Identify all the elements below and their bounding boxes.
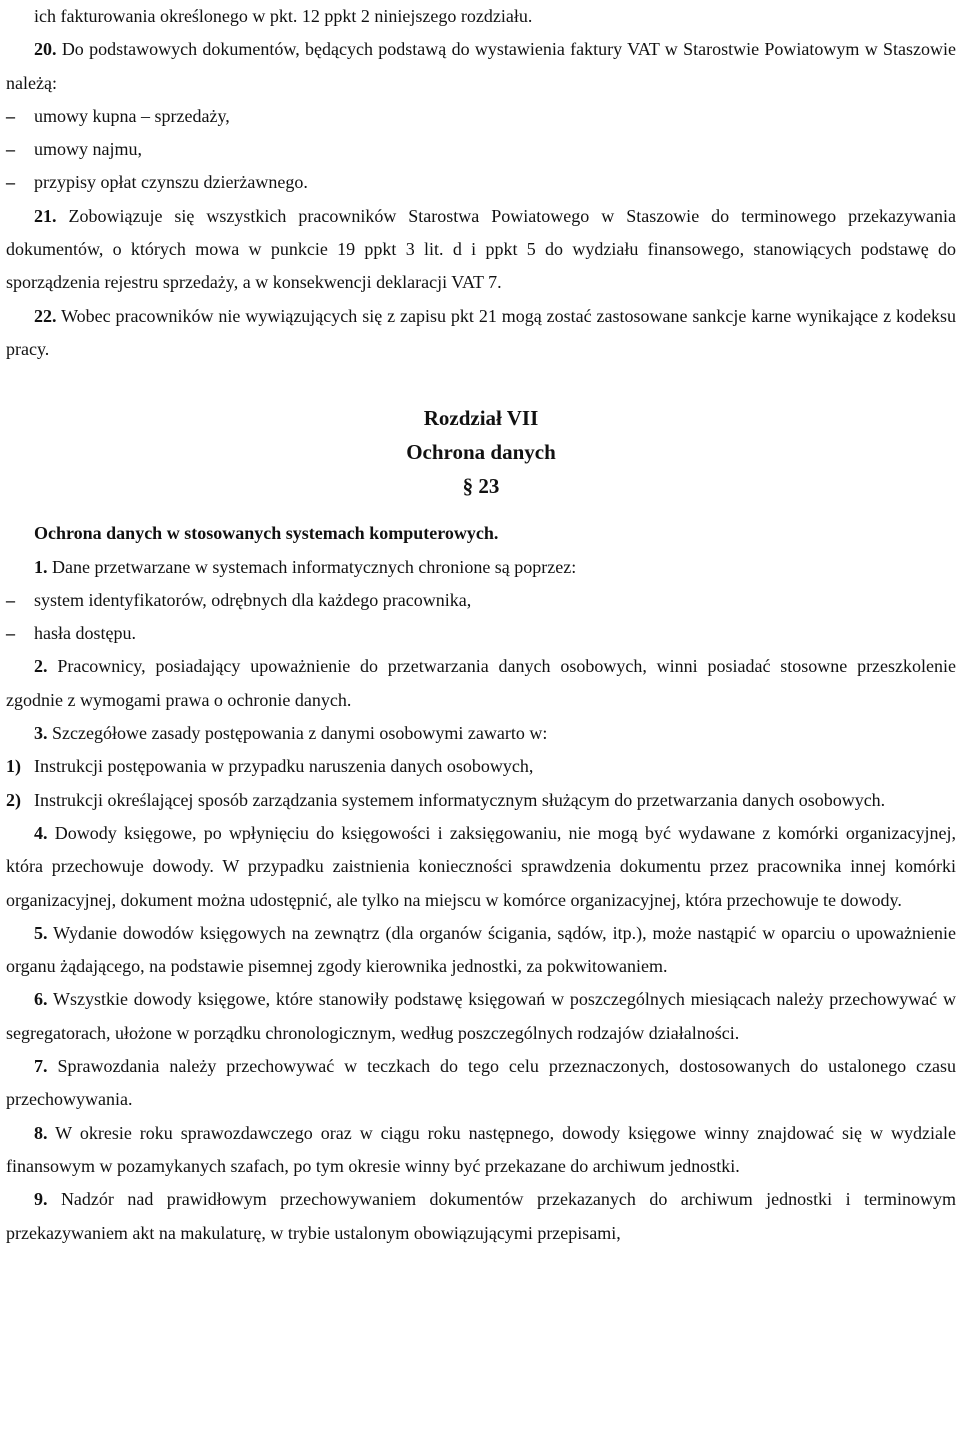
paragraph-number: 20. [34,39,57,60]
item-number: 5. [34,922,48,943]
item-text: Szczegółowe zasady postępowania z danymi osobowymi zawarto w: [52,723,548,744]
chapter-title: Rozdział VII [423,406,539,431]
item-text: Wydanie dowodów księgowych na zewnątrz (dla organów ścigania, sądów, itp.), może nastąpić w oparciu o upoważnienie organu żądającego, na podstawie pisemnej zgody kierownika jednostki, za pokwitowaniem. [6,922,956,977]
paragraph-text: Wobec pracowników nie wywiązujących się z zapisu pkt 21 mogą zostać zastosowane sankcje karne wynikające z kodeksu pracy. [6,305,956,359]
paragraph-22 [6,300,956,367]
enum-marker: 1) [6,756,21,777]
item-8 [6,1117,956,1184]
item-number: 9. [34,1189,48,1210]
item-2 [6,650,956,717]
section-heading: Ochrona danych w stosowanych systemach komputerowych. [34,523,499,544]
enumerated-item [6,784,956,817]
enum-text: Instrukcji postępowania w przypadku naruszenia danych osobowych, [34,756,534,777]
item-6 [6,983,956,1050]
chapter-subtitle: Ochrona danych [406,440,556,465]
paragraph-text: Do podstawowych dokumentów, będących podstawą do wystawienia faktury VAT w Starostwie Powiatowym w Staszowie należą: [6,39,956,93]
item-4 [6,817,956,917]
paragraph-number: 21. [34,205,57,226]
item-number: 6. [34,989,48,1010]
item-number: 8. [34,1122,48,1143]
paragraph-20 [6,33,956,100]
dash-marker: – [6,105,15,126]
list-item [6,100,956,133]
enum-text: Instrukcji określającej sposób zarządzania systemem informatycznym służącym do przetwarzania danych osobowych. [34,789,886,810]
item-text: Pracownicy, posiadający upoważnienie do przetwarzania danych osobowych, winni posiadać stosowne przeszkolenie zgodnie z wymogami prawa o ochronie danych. [6,656,957,710]
dash-marker: – [6,623,15,644]
list-item-text: hasła dostępu. [34,623,136,644]
paragraph-21 [6,200,956,300]
dash-marker: – [6,589,15,610]
section-number: § 23 [462,474,500,499]
list-item [6,584,956,617]
item-9 [6,1183,956,1250]
dash-marker: – [6,172,15,193]
list-item-text: umowy kupna – sprzedaży, [34,105,230,126]
item-text: Wszystkie dowody księgowe, które stanowiły podstawę księgowań w poszczególnych miesiącach należy przechowywać w segregatorach, ułożone w porządku chronologicznym, według poszczególnych rodzajów działalności. [6,989,956,1043]
list-item-text: system identyfikatorów, odrębnych dla każdego pracownika, [34,589,472,610]
enumerated-item [6,750,956,783]
item-1 [6,551,956,584]
item-number: 4. [34,822,48,843]
item-text: Dowody księgowe, po wpłynięciu do księgowości i zaksięgowaniu, nie mogą być wydawane z komórki organizacyjnej, która przechowuje dowody. W przypadku zaistnienia konieczności sprawdzenia dokumentu przez pracownika innej komórki organizacyjnej, dokument można udostępnić, ale tylko na miejscu w komórce organizacyjnej, która przechowuje te dowody. [6,822,956,910]
item-text: Dane przetwarzane w systemach informatycznych chronione są poprzez: [52,556,577,577]
paragraph-number: 22. [34,305,57,326]
paragraph-continuation: ich fakturowania określonego w pkt. 12 ppkt 2 niniejszego rozdziału. [34,6,533,26]
item-text: Sprawozdania należy przechowywać w teczkach do tego celu przeznaczonych, dostosowanych do ustalonego czasu przechowywania. [6,1056,956,1110]
item-7 [6,1050,956,1117]
item-number: 2. [34,656,48,677]
chapter-header [6,401,956,503]
list-item [6,166,956,199]
list-item-text: przypisy opłat czynszu dzierżawnego. [34,172,308,193]
list-item-text: umowy najmu, [34,139,142,160]
item-text: W okresie roku sprawozdawczego oraz w ciągu roku następnego, dowody księgowe winny znajdować się w wydziale finansowym w pozamykanych szafach, po tym okresie winny być przekazane do archiwum jednostki. [6,1122,956,1176]
dash-marker: – [6,139,15,160]
list-item [6,617,956,650]
item-number: 1. [34,556,48,577]
item-text: Nadzór nad prawidłowym przechowywaniem dokumentów przekazanych do archiwum jednostki i terminowym przekazywaniem akt na makulaturę, w trybie ustalonym obowiązującymi przepisami, [6,1189,957,1243]
list-item [6,133,956,166]
item-5 [6,917,956,984]
item-3 [6,717,956,750]
item-number: 3. [34,723,48,744]
item-number: 7. [34,1056,48,1077]
enum-marker: 2) [6,789,21,810]
paragraph-text: Zobowiązuje się wszystkich pracowników Starostwa Powiatowego w Staszowie do terminowego przekazywania dokumentów, o których mowa w punkcie 19 ppkt 3 lit. d i ppkt 5 do wydziału finansowego, stanowiących podstawę do sporządzenia rejestru sprzedaży, a w konsekwencji deklaracji VAT 7. [6,205,957,293]
